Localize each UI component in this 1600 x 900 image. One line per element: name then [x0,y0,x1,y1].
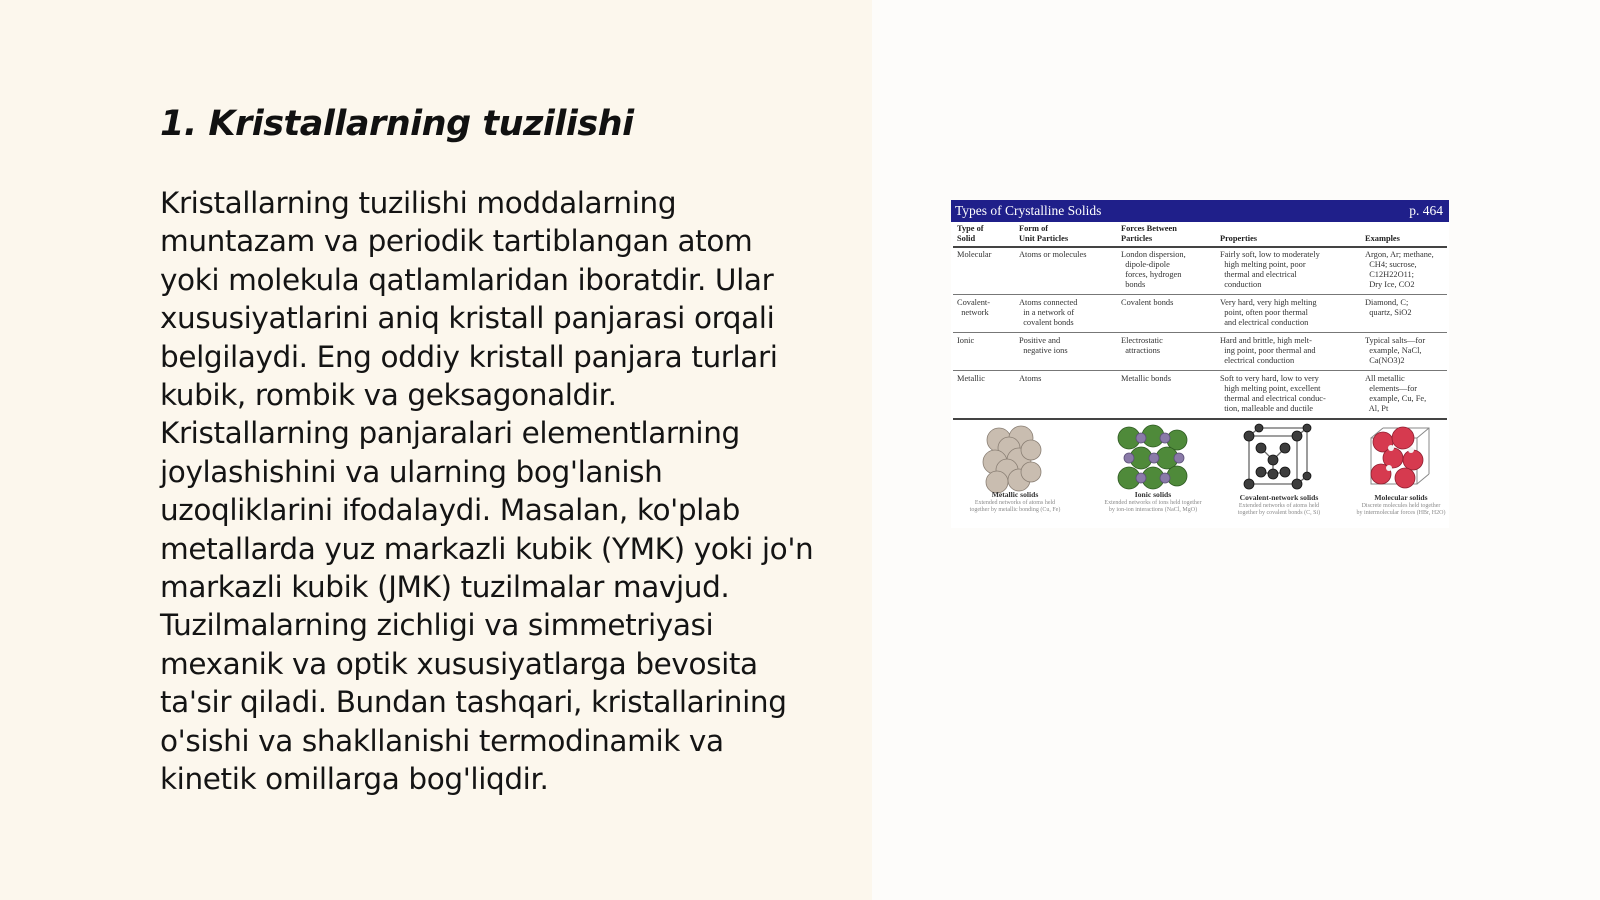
table-bottom-rule [953,418,1447,420]
row-covalent-forces: Covalent bonds [1121,298,1174,307]
caption-covalent: Covalent-network solids [1239,493,1319,502]
caption-molecular-sub: Discrete molecules held together by intermolecular forces (HBr, H2O) [1356,503,1446,516]
caption-metallic: Metallic solids [991,490,1039,499]
body-line: markazli kubik (JMK) tuzilmalar mavjud. [160,570,730,605]
body-line: o'sishi va shakllanishi termodinamik va [160,723,724,758]
row-metallic-forces: Metallic bonds [1121,374,1172,383]
caption-molecular: Molecular solids [1374,493,1428,502]
body-line: joylashishini va ularning bog'lanish [160,454,663,489]
col-header-forces: Forces Between Particles [1121,224,1177,243]
row-covalent-type: Covalent- network [957,298,991,317]
molecular-solid-model [1363,422,1439,496]
caption-ionic-sub: Extended networks of ions held together by ion-ion interactions (NaCl, MgO) [1104,500,1202,513]
body-line: Tuzilmalarning zichligi va simmetriyasi [160,608,714,643]
body-line: Kristallarning panjaralari elementlarning [160,416,740,451]
metallic-solid-model [975,422,1055,496]
row-metallic-examples: All metallic elements—for example, Cu, Fe, Al, Pt [1365,374,1427,413]
row-ionic-forces: Electrostatic attractions [1121,336,1163,355]
figure-page-ref: p. 464 [1409,203,1443,218]
body-line: mexanik va optik xususiyatlarga bevosita [160,646,758,681]
row-molecular-examples: Argon, Ar; methane, CH4; sucrose, C12H22O11; Dry Ice, CO2 [1365,250,1434,289]
row-molecular-form: Atoms or molecules [1019,250,1087,259]
row-metallic-form: Atoms [1019,374,1042,383]
covalent-network-solid-model [1239,422,1315,496]
slide-body-text [160,184,840,799]
row-ionic-type: Ionic [957,336,975,345]
row-ionic-form: Positive and negative ions [1019,336,1068,355]
col-header-properties: Properties [1220,234,1258,243]
row-metallic-properties: Soft to very hard, low to very high melting point, excellent thermal and electrical conduc- tion, malleable and ductile [1220,374,1326,413]
body-line: kinetik omillarga bog'liqdir. [160,762,549,797]
body-line: yoki molekula qatlamlaridan iboratdir. Ular [160,262,774,297]
row-ionic-examples: Typical salts—for example, NaCl, Ca(NO3)2 [1365,336,1426,365]
body-line: uzoqliklarini ifodalaydi. Masalan, ko'plab [160,493,740,528]
crystalline-solids-figure [951,200,1449,528]
caption-ionic: Ionic solids [1134,490,1172,499]
row-covalent-form: Atoms connected in a network of covalent bonds [1019,298,1078,327]
ionic-solid-model [1111,422,1195,496]
row-ionic-properties: Hard and brittle, high melt- ing point, poor thermal and electrical conduction [1220,336,1316,365]
row-metallic-type: Metallic [957,374,985,383]
body-line: belgilaydi. Eng oddiy kristall panjara turlari [160,339,778,374]
col-header-form: Form of Unit Particles [1019,224,1069,243]
body-line: ta'sir qiladi. Bundan tashqari, kristallarining [160,685,787,720]
row-molecular-properties: Fairly soft, low to moderately high melting point, poor thermal and electrical conduction [1220,250,1320,289]
row-molecular-type: Molecular [957,250,992,259]
body-line: metallarda yuz markazli kubik (YMK) yoki jo'n [160,531,814,566]
col-header-type: Type of Solid [957,224,984,243]
row-covalent-properties: Very hard, very high melting point, often poor thermal and electrical conduction [1220,298,1317,327]
figure-title: Types of Crystalline Solids [955,203,1102,218]
table-header-rule [953,246,1447,248]
col-header-examples: Examples [1365,234,1400,243]
body-line: xususiyatlarini aniq kristall panjarasi orqali [160,301,775,336]
slide-title: 1. Kristallarning tuzilishi [160,104,634,144]
table-row-rule [953,370,1447,371]
table-row-rule [953,332,1447,333]
body-line: Kristallarning tuzilishi moddalarning [160,186,677,220]
table-row-rule [953,294,1447,295]
row-covalent-examples: Diamond, C; quartz, SiO2 [1365,298,1412,317]
caption-covalent-sub: Extended networks of atoms held together by covalent bonds (C, Si) [1237,503,1321,516]
row-molecular-forces: London dispersion, dipole-dipole forces, hydrogen bonds [1121,250,1186,289]
caption-metallic-sub: Extended networks of atoms held together by metallic bonding (Cu, Fe) [969,500,1061,513]
body-line: muntazam va periodik tartiblangan atom [160,224,753,259]
figure-header [951,200,1449,222]
body-line: kubik, rombik va geksagonaldir. [160,378,617,413]
